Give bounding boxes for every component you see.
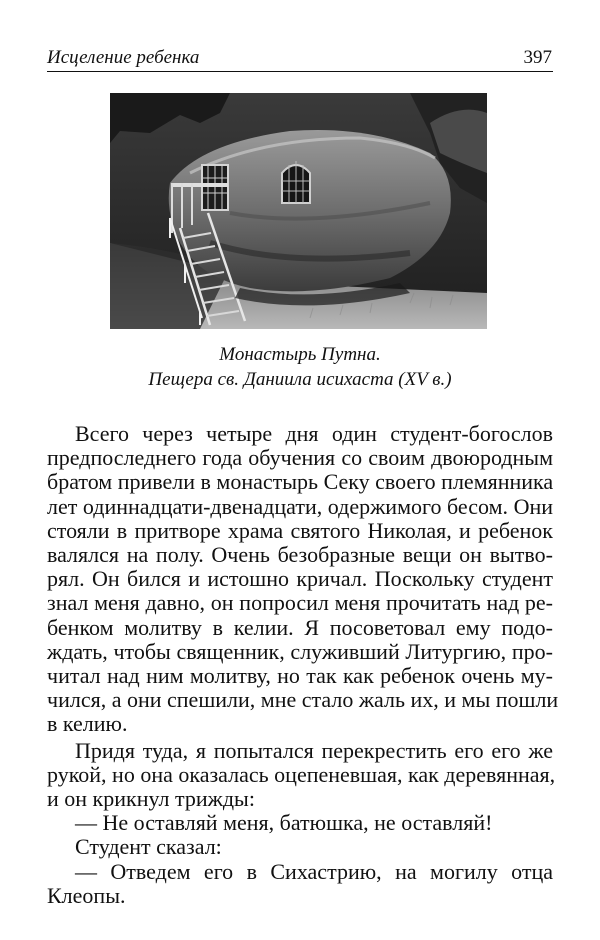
text-line: в келию. (47, 711, 128, 737)
text-line: читал над ним молитву, но так как ребенок очень му- (47, 663, 553, 689)
text-line: валялся на полу. Очень безобразные вещи он вытво- (47, 542, 553, 568)
text-line: ждать, чтобы священник, служивший Литургию, про- (47, 638, 553, 664)
running-header-title: Исцеление ребенка (47, 47, 200, 68)
text-line: предпоследнего года обучения со своим двоюродным (47, 445, 553, 471)
text-line: лет одиннадцати-двенадцати, одержимого бесом. Они (47, 493, 553, 519)
text-line: знал меня давно, он попросил меня прочитать над ре- (47, 590, 553, 616)
text-line: рукой, но она оказалась оцепеневшая, как деревянная, (47, 761, 556, 787)
body-text (47, 421, 559, 908)
page-number: 397 (523, 47, 552, 68)
text-line: рял. Он бился и истошно кричал. Поскольку студент (47, 566, 553, 592)
text-line: — Не оставляй меня, батюшка, не оставляй! (75, 810, 493, 836)
text-line: бенком молитву в келии. Я посоветовал ему подо- (47, 614, 553, 640)
figure-caption-line-2: Пещера св. Даниила исихаста (XV в.) (148, 369, 452, 390)
text-line: Студент сказал: (75, 834, 222, 860)
text-line: и он крикнул трижды: (47, 786, 255, 812)
text-line: стояли в притворе храма святого Николая, и ребенок (47, 517, 553, 543)
figure-caption-line-1: Монастырь Путна. (219, 344, 381, 365)
header-rule (47, 71, 553, 72)
text-line: Клеопы. (47, 882, 126, 908)
text-line: Придя туда, я попытался перекрестить его его же (75, 737, 553, 763)
cave-monastery-photo (110, 93, 487, 329)
text-line: братом привели в монастырь Секу своего племянника (47, 469, 554, 495)
text-line: Всего через четыре дня один студент-богослов (75, 421, 553, 446)
text-line: чился, а они спешили, мне стало жаль их, и мы пошли (47, 687, 559, 713)
text-line: — Отведем его в Сихастрию, на могилу отца (75, 858, 553, 884)
